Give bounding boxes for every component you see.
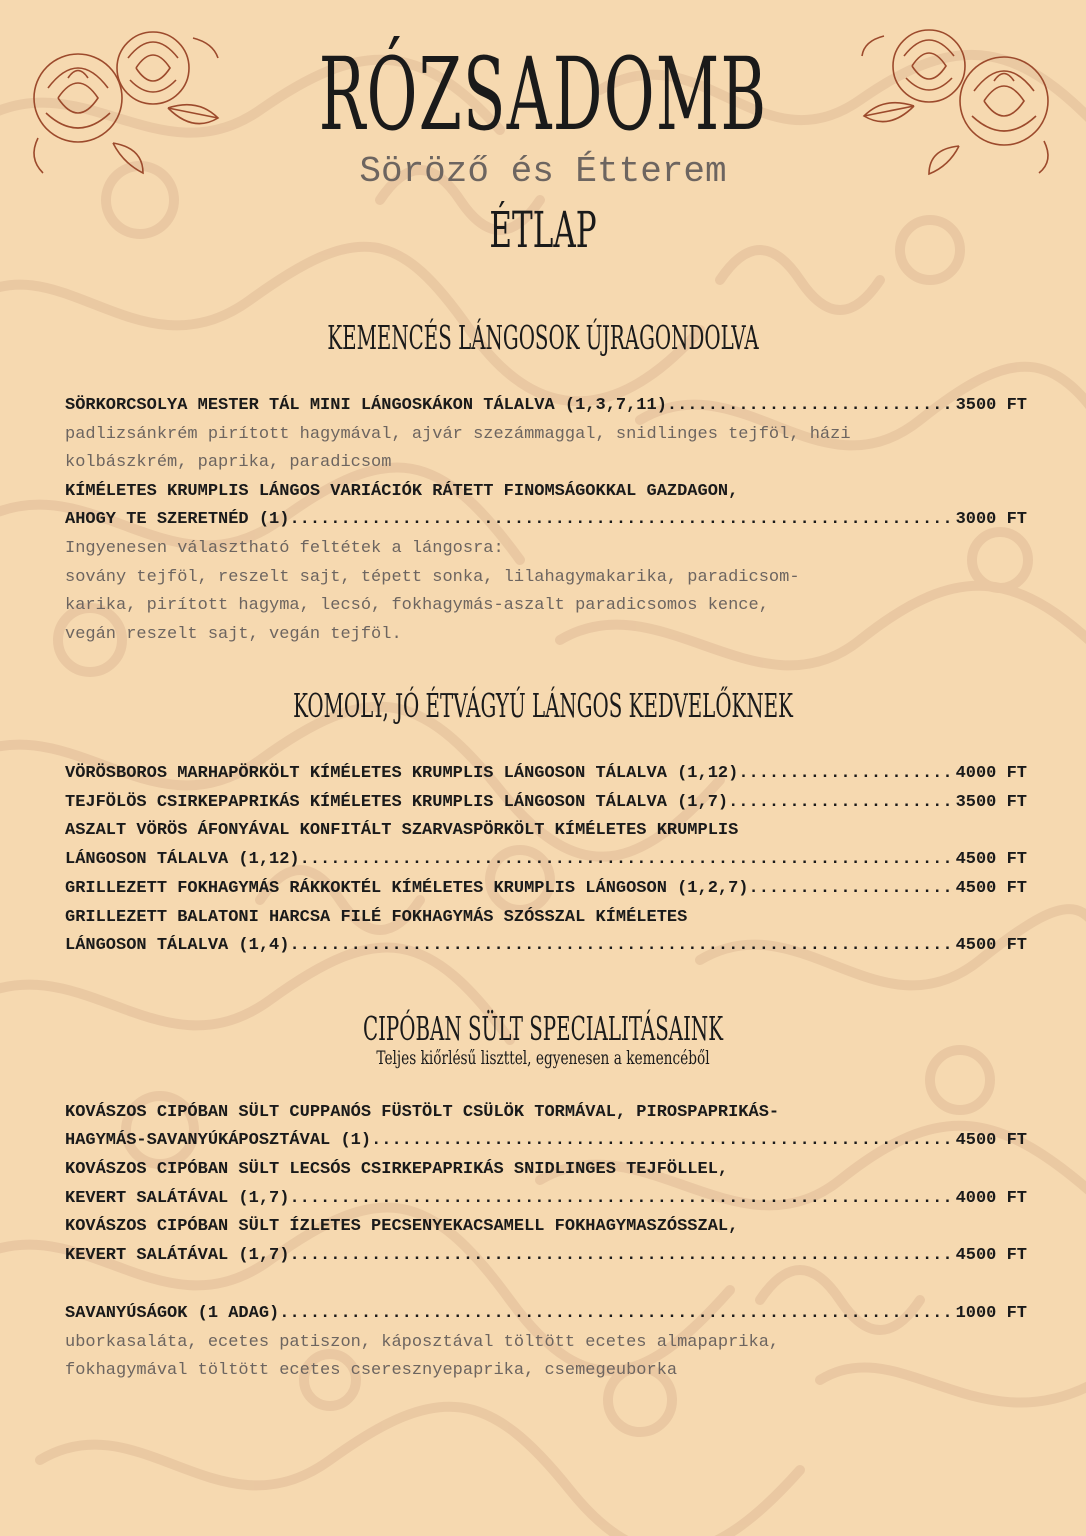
item-price: 4500 FT <box>955 1131 1027 1150</box>
menu-item <box>65 759 1027 788</box>
item-description: sovány tejföl, reszelt sajt, tépett sonka, lilahagymakarika, paradicsom- <box>65 568 800 587</box>
item-name-line: KOVÁSZOS CIPÓBAN SÜLT ÍZLETES PECSENYEKACSAMELL FOKHAGYMASZÓSSZAL, <box>65 1217 739 1236</box>
item-name: TEJFÖLÖS CSIRKEPAPRIKÁS KÍMÉLETES KRUMPLIS LÁNGOSON TÁLALVA (1,7) <box>65 793 729 812</box>
item-name: VÖRÖSBOROS MARHAPÖRKÖLT KÍMÉLETES KRUMPLIS LÁNGOSON TÁLALVA (1,12) <box>65 764 739 783</box>
menu-item <box>65 788 1027 817</box>
item-price: 4000 FT <box>955 1189 1027 1208</box>
menu-item <box>65 1299 1027 1328</box>
item-description: Ingyenesen választható feltétek a lángosra: <box>65 539 504 558</box>
item-name: LÁNGOSON TÁLALVA (1,4) <box>65 936 290 955</box>
item-name: LÁNGOSON TÁLALVA (1,12) <box>65 850 300 869</box>
section-title-cipo: CIPÓBAN SÜLT SPECIALITÁSAINK <box>362 1009 724 1048</box>
item-description: kolbászkrém, paprika, paradicsom <box>65 453 392 472</box>
item-description: padlizsánkrém pirított hagymával, ajvár szezámmaggal, snidlinges tejföl, házi <box>65 425 851 444</box>
item-price: 4000 FT <box>955 764 1027 783</box>
item-name-line: KÍMÉLETES KRUMPLIS LÁNGOS VARIÁCIÓK RÁTETT FINOMSÁGOKKAL GAZDAGON, <box>65 482 739 501</box>
item-description: uborkasaláta, ecetes patiszon, káposztával töltött ecetes almapaprika, <box>65 1333 780 1352</box>
menu-item <box>65 845 1027 874</box>
item-price: 4500 FT <box>955 936 1027 955</box>
restaurant-subtitle: Söröző és Étterem <box>359 151 727 192</box>
section-subtitle: Teljes kiőrlésű liszttel, egyenesen a kemencéből <box>376 1047 710 1069</box>
item-price: 1000 FT <box>955 1304 1027 1323</box>
item-name: GRILLEZETT FOKHAGYMÁS RÁKKOKTÉL KÍMÉLETES KRUMPLIS LÁNGOSON (1,2,7) <box>65 879 749 898</box>
item-price: 3500 FT <box>955 793 1027 812</box>
item-name: KEVERT SALÁTÁVAL (1,7) <box>65 1246 290 1265</box>
menu-item <box>65 1184 1027 1213</box>
item-name-line: ASZALT VÖRÖS ÁFONYÁVAL KONFITÁLT SZARVASPÖRKÖLT KÍMÉLETES KRUMPLIS <box>65 821 739 840</box>
section-title-langos: KEMENCÉS LÁNGOSOK ÚJRAGONDOLVA <box>327 318 759 357</box>
item-description: karika, pirított hagyma, lecsó, fokhagymás-aszalt paradicsomos kence, <box>65 596 769 615</box>
item-name-line: KOVÁSZOS CIPÓBAN SÜLT CUPPANÓS FÜSTÖLT CSÜLÖK TORMÁVAL, PIROSPAPRIKÁS- <box>65 1103 780 1122</box>
menu-item <box>65 1126 1027 1155</box>
menu-item <box>65 391 1027 420</box>
menu-item <box>65 931 1027 960</box>
item-name: AHOGY TE SZERETNÉD (1) <box>65 510 290 529</box>
item-price: 4500 FT <box>955 1246 1027 1265</box>
item-name: SÖRKORCSOLYA MESTER TÁL MINI LÁNGOSKÁKON TÁLALVA (1,3,7,11) <box>65 396 667 415</box>
item-description: fokhagymával töltött ecetes cseresznyepaprika, csemegeuborka <box>65 1361 678 1380</box>
item-price: 3500 FT <box>955 396 1027 415</box>
item-name: HAGYMÁS-SAVANYÚKÁPOSZTÁVAL (1) <box>65 1131 372 1150</box>
item-price: 4500 FT <box>955 850 1027 869</box>
item-name-line: GRILLEZETT BALATONI HARCSA FILÉ FOKHAGYMÁS SZÓSSZAL KÍMÉLETES <box>65 908 688 927</box>
section-title-komoly: KOMOLY, JÓ ÉTVÁGYÚ LÁNGOS KEDVELŐKNEK <box>293 686 793 725</box>
item-name-line: KOVÁSZOS CIPÓBAN SÜLT LECSÓS CSIRKEPAPRIKÁS SNIDLINGES TEJFÖLLEL, <box>65 1160 729 1179</box>
item-name: KEVERT SALÁTÁVAL (1,7) <box>65 1189 290 1208</box>
item-name: SAVANYÚSÁGOK (1 ADAG) <box>65 1304 280 1323</box>
restaurant-title: RÓZSADOMB <box>318 36 768 153</box>
item-description: vegán reszelt sajt, vegán tejföl. <box>65 625 402 644</box>
item-price: 3000 FT <box>955 510 1027 529</box>
menu-item <box>65 1241 1027 1270</box>
menu-label: ÉTLAP <box>489 201 597 259</box>
menu-item <box>65 874 1027 903</box>
menu-item <box>65 505 1027 534</box>
item-price: 4500 FT <box>955 879 1027 898</box>
